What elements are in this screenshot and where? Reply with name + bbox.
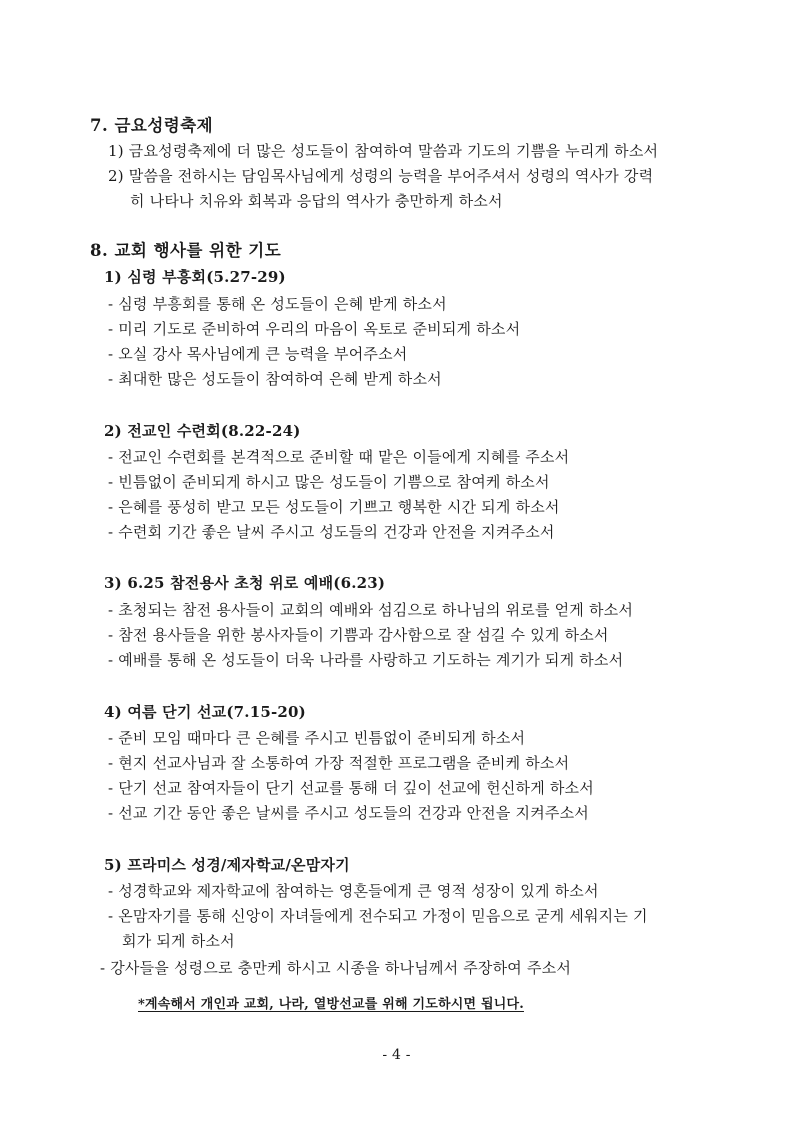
list-item: - 현지 선교사님과 잘 소통하여 가장 적절한 프로그램을 준비케 하소서 — [108, 754, 570, 772]
section-7-title: 7. 금요성령축제 — [90, 116, 214, 135]
subsection-5-title: 5) 프라미스 성경/제자학교/온맘자기 — [104, 856, 350, 874]
section-7-item-2: 2) 말씀을 전하시는 담임목사님에게 성령의 능력을 부어주셔서 성령의 역사가 강력 — [108, 167, 654, 185]
list-item: - 수련회 기간 좋은 날씨 주시고 성도들의 건강과 안전을 지켜주소서 — [108, 523, 555, 541]
list-item-cont: 회가 되게 하소서 — [122, 932, 235, 950]
section-7-item-2-cont: 히 나타나 치유와 회복과 응답의 역사가 충만하게 하소서 — [130, 192, 503, 210]
section-8-title: 8. 교회 행사를 위한 기도 — [90, 241, 282, 260]
list-item: - 초청되는 참전 용사들이 교회의 예배와 섬김으로 하나님의 위로를 얻게 하소서 — [108, 601, 634, 619]
list-item: - 은혜를 풍성히 받고 모든 성도들이 기쁘고 행복한 시간 되게 하소서 — [108, 498, 560, 516]
subsection-2-title: 2) 전교인 수련회(8.22-24) — [104, 422, 301, 440]
subsection-1-title: 1) 심령 부흥회(5.27-29) — [104, 268, 286, 286]
list-item: - 최대한 많은 성도들이 참여하여 은혜 받게 하소서 — [108, 370, 442, 388]
page-number: - 4 - — [382, 1047, 411, 1063]
list-item: - 참전 용사들을 위한 봉사자들이 기쁨과 감사함으로 잘 섬길 수 있게 하소서 — [108, 626, 609, 644]
list-item: - 빈틈없이 준비되게 하시고 많은 성도들이 기쁨으로 참여케 하소서 — [108, 473, 550, 491]
list-item: - 미리 기도로 준비하여 우리의 마음이 옥토로 준비되게 하소서 — [108, 320, 521, 338]
list-item: - 성경학교와 제자학교에 참여하는 영혼들에게 큰 영적 성장이 있게 하소서 — [108, 882, 599, 900]
list-item: - 전교인 수련회를 본격적으로 준비할 때 맡은 이들에게 지혜를 주소서 — [108, 448, 570, 466]
list-item: - 온맘자기를 통해 신앙이 자녀들에게 전수되고 가정이 믿음으로 굳게 세워지는 기 — [108, 907, 648, 925]
list-item: - 준비 모임 때마다 큰 은혜를 주시고 빈틈없이 준비되게 하소서 — [108, 729, 526, 747]
subsection-4-title: 4) 여름 단기 선교(7.15-20) — [104, 703, 306, 721]
list-item: - 예배를 통해 온 성도들이 더욱 나라를 사랑하고 기도하는 계기가 되게 하소서 — [108, 651, 624, 669]
section-7-item-1: 1) 금요성령축제에 더 많은 성도들이 참여하여 말씀과 기도의 기쁨을 누리게 하소서 — [108, 142, 659, 160]
list-item: - 오실 강사 목사님에게 큰 능력을 부어주소서 — [108, 345, 408, 363]
subsection-3-title: 3) 6.25 참전용사 초청 위로 예배(6.23) — [104, 574, 386, 592]
list-item: - 심령 부흥회를 통해 온 성도들이 은혜 받게 하소서 — [108, 295, 447, 313]
list-item: - 강사들을 성령으로 충만케 하시고 시종을 하나님께서 주장하여 주소서 — [100, 959, 572, 977]
footer-note: *계속해서 개인과 교회, 나라, 열방선교를 위해 기도하시면 됩니다. — [138, 997, 524, 1012]
list-item: - 선교 기간 동안 좋은 날씨를 주시고 성도들의 건강과 안전을 지켜주소서 — [108, 804, 589, 822]
list-item: - 단기 선교 참여자들이 단기 선교를 통해 더 깊이 선교에 헌신하게 하소서 — [108, 779, 594, 797]
